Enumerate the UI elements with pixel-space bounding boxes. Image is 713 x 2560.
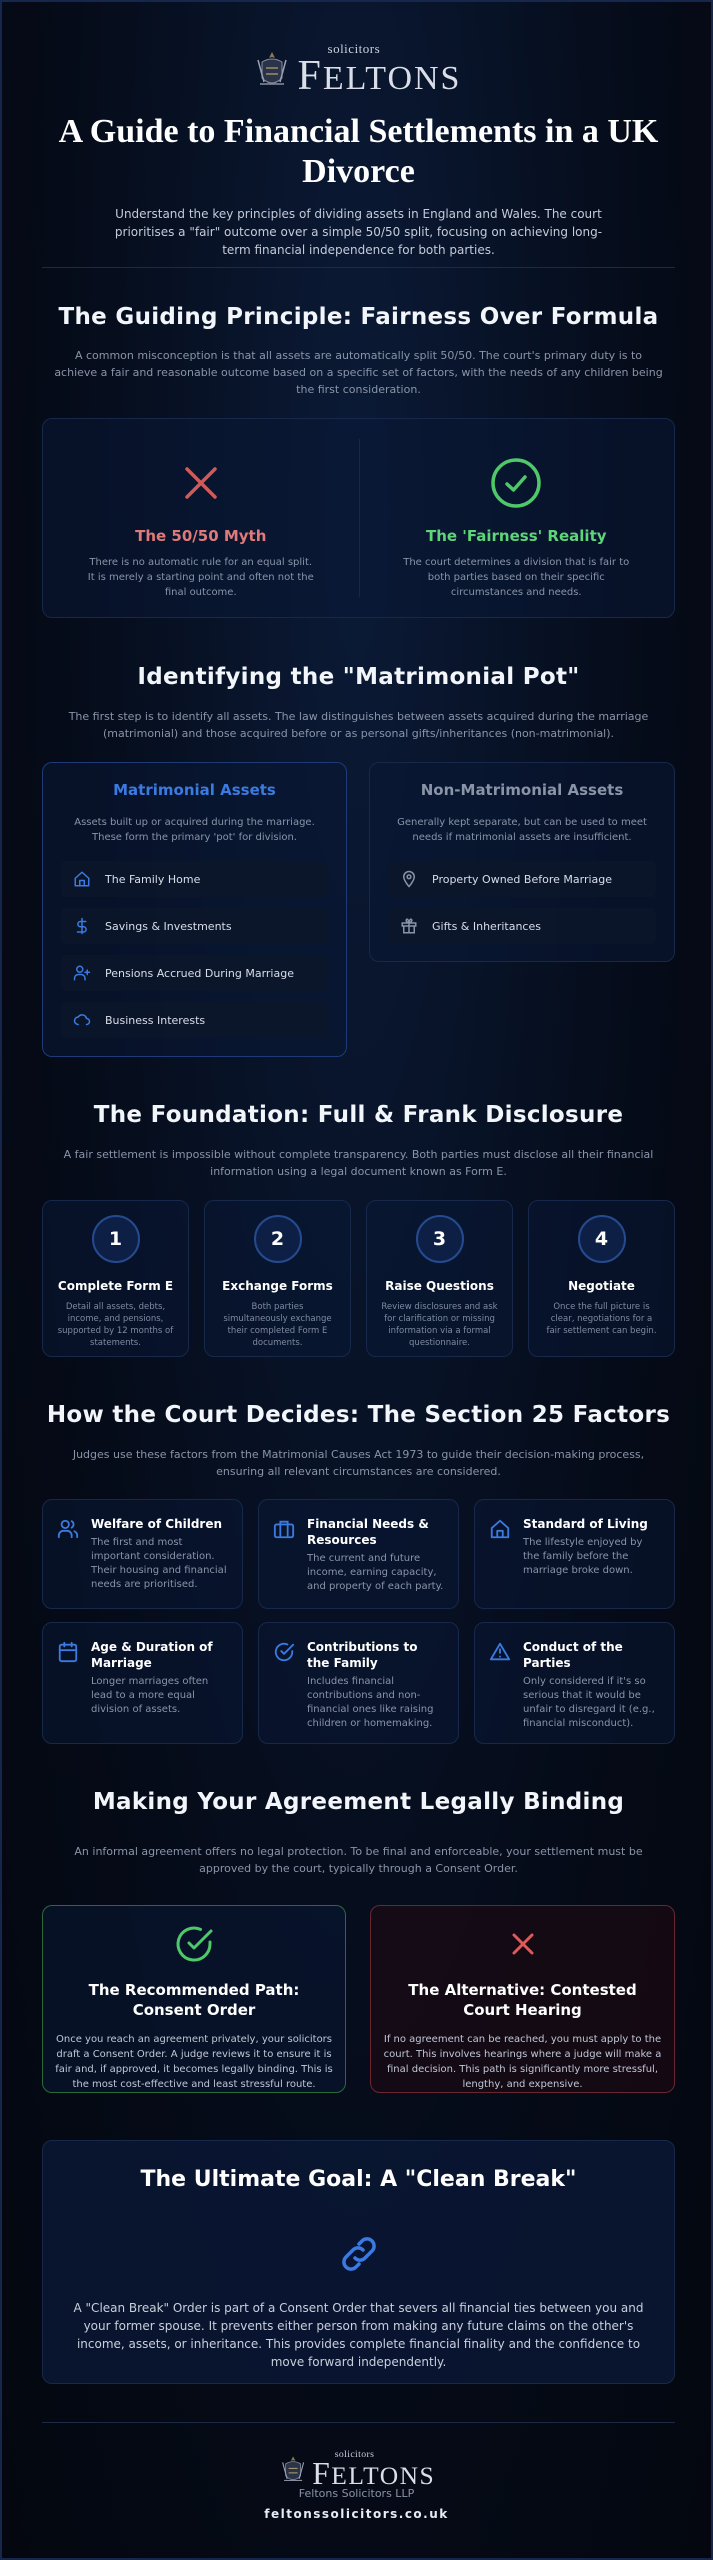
x-icon (503, 1924, 543, 1964)
factor-text: Longer marriages often lead to a more equal division of assets. (91, 1676, 209, 1715)
binding-title: Making Your Agreement Legally Binding (92, 1789, 625, 1815)
briefcase-icon (273, 1518, 295, 1540)
reality-title: The 'Fairness' Reality (425, 527, 607, 545)
step-text: Both parties simultaneously exchange their completed Form E documents. (223, 1302, 332, 1348)
check-circle-icon (174, 1924, 214, 1964)
home-icon (73, 870, 91, 888)
list-item: Pensions Accrued During Marriage (61, 955, 328, 991)
list-item: Savings & Investments (61, 908, 328, 944)
home-icon (489, 1518, 511, 1540)
myth-panel (43, 419, 359, 617)
alternative-text: If no agreement can be reached, you must apply to the court. This involves hearings where a judge will make a final decision. This path is significantly more stressful, lengthy, and expensive. (383, 2034, 662, 2090)
footer-firm-name: Feltons Solicitors LLP (298, 2487, 415, 2500)
dollar-icon (73, 917, 91, 935)
step-text: Review disclosures and ask for clarification or missing information via a formal questionnaire. (381, 1302, 498, 1348)
factor-title: Standard of Living (523, 1517, 648, 1531)
clean-break-card (42, 2140, 675, 2384)
step-number: 3 (416, 1215, 464, 1263)
principle-card (42, 418, 675, 618)
step-text: Detail all assets, debts, income, and pensions, supported by 12 months of statements. (57, 1302, 174, 1348)
recommended-title: The Recommended Path: Consent Order (88, 1981, 300, 2019)
check-circle-icon (273, 1641, 295, 1663)
alternative-title: The Alternative: Contested Court Hearing (408, 1981, 637, 2019)
footer-website-link[interactable]: feltonssolicitors.co.uk (264, 2507, 449, 2521)
link-icon (334, 2229, 384, 2279)
pot-desc: The first step is to identify all assets. The law distinguishes between assets acquired during the marriage (matrimonial) and those acquired before or as personal gifts/inheritances (non-matrimonial). (68, 710, 649, 740)
myth-text: There is no automatic rule for an equal split. It is merely a starting point and often not the final outcome. (87, 557, 314, 598)
factor-title: Welfare of Children (91, 1517, 223, 1531)
users-icon (57, 1518, 79, 1540)
factor-title: Contributions to the Family (307, 1640, 418, 1670)
gift-icon (400, 917, 418, 935)
clean-break-text: A "Clean Break" Order is part of a Consent Order that severs all financial ties between you and your former spouse. It prevents either person from making any future claims on the other's income, assets, or inheritance. This provides complete financial finality and the confidence to move forward independently. (73, 2301, 644, 2369)
principle-desc: A common misconception is that all assets are automatically split 50/50. The court's primary duty is to achieve a fair and reasonable outcome based on a specific set of factors, with the needs of any children being the first consideration. (54, 349, 663, 396)
matrimonial-title: Matrimonial Assets (113, 781, 276, 799)
step-title: Negotiate (568, 1279, 635, 1293)
disclosure-desc: A fair settlement is impossible without complete transparency. Both parties must disclose all their financial information using a legal document known as Form E. (63, 1148, 654, 1178)
crest-icon (278, 2453, 308, 2486)
cloud-icon (73, 1011, 91, 1029)
reality-panel (359, 419, 675, 617)
step-number: 2 (254, 1215, 302, 1263)
myth-title: The 50/50 Myth (135, 527, 267, 545)
step-card (42, 1200, 189, 1357)
step-number: 4 (578, 1215, 626, 1263)
recommended-text: Once you reach an agreement privately, your solicitors draft a Consent Order. A judge reviews it to ensure it is fair and, if approved, it becomes legally binding. This is the most cost-effective and least stressful route. (55, 2034, 333, 2090)
matrimonial-card (42, 762, 347, 1057)
factor-title: Financial Needs & Resources (307, 1517, 429, 1547)
logo-wordmark: FELTONS (312, 2457, 436, 2492)
disclosure-title: The Foundation: Full & Frank Disclosure (93, 1102, 624, 1128)
step-title: Exchange Forms (222, 1279, 333, 1293)
page-intro: Understand the key principles of dividing assets in England and Wales. The court prioritises a "fair" outcome over a simple 50/50 split, focusing on achieving long-term financial independence for both parties. (114, 207, 603, 257)
crest-icon (252, 48, 292, 92)
footer-logo (91, 2449, 623, 2490)
list-item: Gifts & Inheritances (388, 908, 656, 944)
non-matrimonial-desc: Generally kept separate, but can be used to meet needs if matrimonial assets are insufficient. (397, 817, 647, 843)
factor-title: Conduct of the Parties (523, 1640, 623, 1670)
check-circle-icon (490, 457, 542, 509)
factor-text: The first and most important consideration. Their housing and financial needs are prioritised. (91, 1537, 227, 1590)
non-matrimonial-card (369, 762, 675, 962)
factors-desc: Judges use these factors from the Matrimonial Causes Act 1973 to guide their decision-making process, ensuring all relevant circumstances are considered. (72, 1448, 645, 1478)
list-item: Business Interests (61, 1002, 328, 1038)
factor-card (474, 1622, 675, 1744)
principle-title: The Guiding Principle: Fairness Over Formula (58, 304, 659, 330)
divider (42, 2422, 675, 2423)
logo-tagline: solicitors (327, 41, 381, 56)
factor-card (258, 1499, 459, 1609)
x-icon (175, 457, 227, 509)
recommended-card (42, 1905, 346, 2093)
factors-title: How the Court Decides: The Section 25 Factors (46, 1402, 671, 1428)
logo-tagline: solicitors (334, 2448, 375, 2460)
step-number: 1 (92, 1215, 140, 1263)
reality-text: The court determines a division that is fair to both parties based on their specific circumstances and needs. (403, 557, 630, 598)
factor-card (258, 1622, 459, 1744)
factor-card (474, 1499, 675, 1609)
header-logo (2, 42, 711, 97)
list-item: The Family Home (61, 861, 328, 897)
factor-text: Only considered if it's so serious that it would be unfair to disregard it (e.g., financial misconduct). (523, 1676, 655, 1729)
factor-title: Age & Duration of Marriage (91, 1640, 213, 1670)
step-text: Once the full picture is clear, negotiations for a fair settlement can begin. (546, 1302, 657, 1336)
step-card (366, 1200, 513, 1357)
binding-desc: An informal agreement offers no legal protection. To be final and enforceable, your settlement must be approved by the court, typically through a Consent Order. (74, 1845, 643, 1875)
non-matrimonial-title: Non-Matrimonial Assets (420, 781, 624, 799)
factor-text: Includes financial contributions and non-financial ones like raising children or homemaking. (307, 1676, 434, 1729)
logo-wordmark: FELTONS (297, 53, 462, 99)
step-title: Raise Questions (385, 1279, 494, 1293)
alternative-card (370, 1905, 675, 2093)
page-title: A Guide to Financial Settlements in a UK Divorce (58, 113, 659, 190)
list-item: Property Owned Before Marriage (388, 861, 656, 897)
clean-break-title: The Ultimate Goal: A "Clean Break" (140, 2167, 577, 2192)
divider (42, 267, 675, 268)
warning-icon (489, 1641, 511, 1663)
factor-card (42, 1622, 243, 1744)
calendar-icon (57, 1641, 79, 1663)
factor-text: The lifestyle enjoyed by the family before the marriage broke down. (523, 1537, 643, 1576)
map-pin-icon (400, 870, 418, 888)
step-card (528, 1200, 675, 1357)
factor-text: The current and future income, earning capacity, and property of each party. (307, 1553, 444, 1592)
matrimonial-desc: Assets built up or acquired during the marriage. These form the primary 'pot' for division. (74, 817, 315, 843)
pot-title: Identifying the "Matrimonial Pot" (137, 664, 580, 690)
step-title: Complete Form E (57, 1279, 174, 1293)
step-card (204, 1200, 351, 1357)
user-plus-icon (73, 964, 91, 982)
factor-card (42, 1499, 243, 1609)
